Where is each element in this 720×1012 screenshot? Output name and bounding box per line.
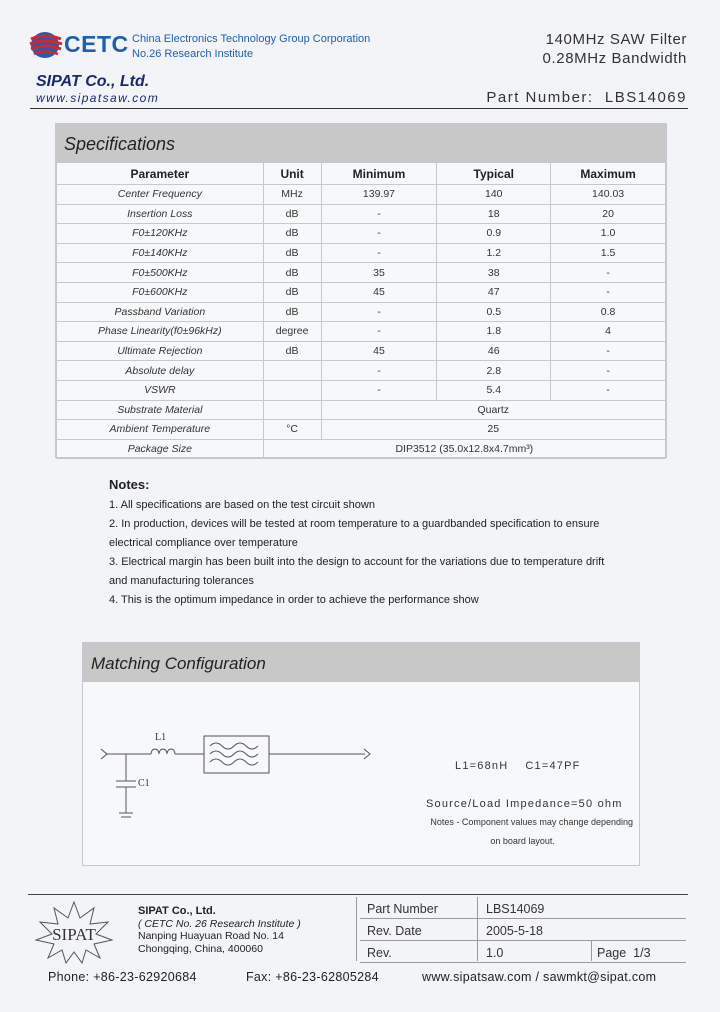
value-cell: 5.4 [437, 380, 551, 400]
column-header: Maximum [551, 163, 666, 185]
note-line: and manufacturing tolerances [109, 574, 254, 587]
inductor-label: L1 [155, 732, 167, 743]
unit-cell: °C [263, 420, 321, 440]
footer-vline [477, 897, 478, 961]
value-cell: - [321, 224, 437, 244]
value-cell: - [321, 243, 437, 263]
table-row [57, 204, 666, 224]
value-cell: 35 [321, 263, 437, 283]
input-arrow-icon [101, 749, 107, 759]
value-cell: - [551, 380, 666, 400]
website-link[interactable]: www.sipatsaw.com [36, 91, 160, 105]
specifications-panel [55, 123, 667, 458]
value-cell: - [321, 322, 437, 342]
value-cell: 46 [437, 341, 551, 361]
param-cell: Insertion Loss [57, 204, 264, 224]
footer-rev-date-label: Rev. Date [367, 924, 422, 938]
unit-cell: MHz [263, 185, 321, 205]
table-row [57, 380, 666, 400]
param-cell: Center Frequency [57, 185, 264, 205]
value-cell: 0.5 [437, 302, 551, 322]
note-line: electrical compliance over temperature [109, 536, 298, 549]
unit-cell: dB [263, 204, 321, 224]
value-cell: Quartz [321, 400, 665, 420]
table-row [57, 263, 666, 283]
value-cell: 1.2 [437, 243, 551, 263]
value-cell: 47 [437, 282, 551, 302]
unit-cell: dB [263, 243, 321, 263]
table-row [57, 243, 666, 263]
value-cell: 1.5 [551, 243, 666, 263]
header-divider [30, 108, 688, 109]
param-cell: VSWR [57, 380, 264, 400]
value-cell: - [551, 282, 666, 302]
note-line: 3. Electrical margin has been built into the design to account for the variations due to temperature drift [109, 555, 605, 568]
group-name: China Electronics Technology Group Corporation No.26 Research Institute [132, 33, 371, 60]
matching-title: Matching Configuration [83, 643, 639, 682]
value-cell: 2.8 [437, 361, 551, 381]
value-cell: 18 [437, 204, 551, 224]
table-row [57, 439, 666, 459]
value-cell: 1.8 [437, 322, 551, 342]
specifications-table [56, 162, 666, 459]
matching-circuit-diagram [83, 683, 383, 863]
param-cell: Passband Variation [57, 302, 264, 322]
footer-rev: 1.0 [486, 946, 504, 960]
footer-vline [356, 897, 357, 961]
value-cell: 25 [321, 420, 665, 440]
param-cell: Package Size [57, 439, 264, 459]
note-line: 1. All specifications are based on the test circuit shown [109, 499, 375, 511]
capacitor-label: C1 [138, 778, 150, 789]
footer-rev-date: 2005-5-18 [486, 924, 543, 938]
param-cell: F0±600KHz [57, 282, 264, 302]
footer-hline [360, 918, 686, 919]
column-header: Unit [263, 163, 321, 185]
unit-cell [263, 380, 321, 400]
value-cell: - [551, 341, 666, 361]
product-title: 140MHz SAW Filter [545, 31, 687, 48]
param-cell: Absolute delay [57, 361, 264, 381]
part-number-header: Part Number: LBS14069 [486, 89, 687, 106]
value-cell: - [321, 361, 437, 381]
value-cell: 38 [437, 263, 551, 283]
unit-cell: dB [263, 282, 321, 302]
unit-cell [263, 361, 321, 381]
value-cell: 20 [551, 204, 666, 224]
unit-cell: dB [263, 224, 321, 244]
footer-rev-label: Rev. [367, 946, 392, 960]
value-cell: - [551, 263, 666, 283]
table-row [57, 400, 666, 420]
param-cell: Substrate Material [57, 400, 264, 420]
unit-cell: dB [263, 263, 321, 283]
value-cell: 140 [437, 185, 551, 205]
table-row [57, 282, 666, 302]
inductor-icon [151, 749, 175, 754]
component-note: Notes - Component values may change depending on board layout. [430, 817, 633, 846]
unit-cell: dB [263, 302, 321, 322]
footer-divider [28, 894, 688, 895]
table-header-row [57, 163, 666, 185]
unit-cell: dB [263, 341, 321, 361]
company-name: SIPAT Co., Ltd. [36, 73, 150, 90]
value-cell: - [321, 204, 437, 224]
param-cell: F0±140KHz [57, 243, 264, 263]
matching-panel [82, 642, 640, 866]
value-cell: - [551, 361, 666, 381]
footer-hline [360, 962, 686, 963]
param-cell: F0±120KHz [57, 224, 264, 244]
impedance-text: Source/Load Impedance=50 ohm [426, 798, 623, 810]
bandwidth-title: 0.28MHz Bandwidth [542, 50, 687, 67]
notes-section [109, 476, 669, 609]
note-line: 2. In production, devices will be tested at room temperature to a guardbanded specification to ensure [109, 517, 600, 530]
table-row [57, 322, 666, 342]
note-line: 4. This is the optimum impedance in order to achieve the performance show [109, 593, 479, 606]
notes-title: Notes: [109, 477, 150, 492]
saw-filter-icon [204, 736, 269, 773]
brand-logo-text: CETC [64, 31, 129, 57]
column-header: Minimum [321, 163, 437, 185]
param-cell: Ambient Temperature [57, 420, 264, 440]
value-cell: 45 [321, 282, 437, 302]
value-cell: 0.9 [437, 224, 551, 244]
seal-text: SIPAT [52, 925, 96, 944]
footer-company-info: SIPAT Co., Ltd. ( CETC No. 26 Research Institute ) Nanping Huayuan Road No. 14 Chongqing, China, 400060 [138, 905, 301, 955]
value-cell: 45 [321, 341, 437, 361]
sipat-seal-logo [32, 900, 116, 964]
footer-hline [360, 940, 686, 941]
component-values: L1=68nH C1=47PF [455, 760, 581, 772]
table-row [57, 302, 666, 322]
footer-vline [591, 940, 592, 961]
table-row [57, 361, 666, 381]
param-cell: Phase Linearity(f0±96kHz) [57, 322, 264, 342]
web-email[interactable]: www.sipatsaw.com / sawmkt@sipat.com [422, 970, 657, 984]
unit-cell [263, 400, 321, 420]
column-header: Parameter [57, 163, 264, 185]
cetc-logo-icon [28, 30, 64, 60]
value-cell: 140.03 [551, 185, 666, 205]
footer-page: Page 1/3 [597, 946, 651, 960]
table-row [57, 185, 666, 205]
param-cell: F0±500KHz [57, 263, 264, 283]
value-cell: 4 [551, 322, 666, 342]
fax-number: Fax: +86-23-62805284 [246, 970, 379, 984]
table-row [57, 224, 666, 244]
column-header: Typical [437, 163, 551, 185]
footer-part-number-label: Part Number [367, 902, 438, 916]
value-cell: - [321, 380, 437, 400]
param-cell: Ultimate Rejection [57, 341, 264, 361]
table-row [57, 341, 666, 361]
value-cell: DIP3512 (35.0x12.8x4.7mm³) [263, 439, 665, 459]
phone-number: Phone: +86-23-62920684 [48, 970, 197, 984]
footer-part-number: LBS14069 [486, 902, 545, 916]
table-row [57, 420, 666, 440]
value-cell: 139.97 [321, 185, 437, 205]
value-cell: - [321, 302, 437, 322]
unit-cell: degree [263, 322, 321, 342]
value-cell: 0.8 [551, 302, 666, 322]
value-cell: 1.0 [551, 224, 666, 244]
specifications-title: Specifications [56, 124, 666, 162]
